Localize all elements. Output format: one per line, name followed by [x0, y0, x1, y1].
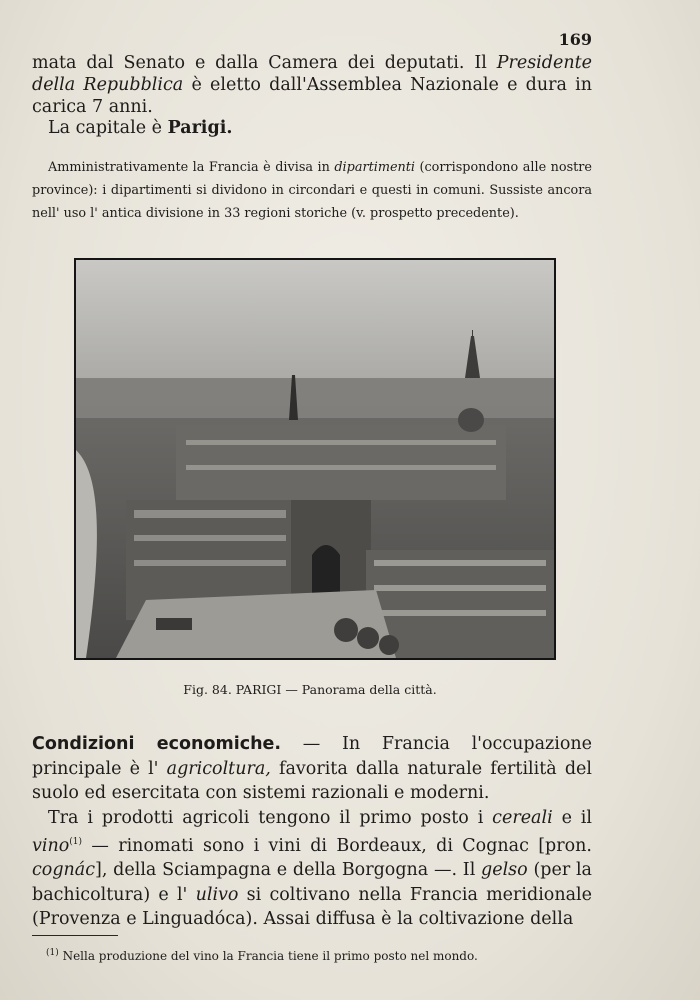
intro-text: mata dal Senato e dalla Camera dei deputati. Il [32, 53, 497, 73]
p2-vino: vino [32, 835, 70, 856]
admin-text-2: (corrispondono alle nostre province): i dipartimenti si dividono in circondari e questi in comuni. Sussiste ancora nell' uso l' antica divisione in 33 regioni storiche (v. prospetto precedente). [32, 160, 592, 221]
p1-text-b: favorita dalla naturale fertilità del suolo ed esercitata con sistemi razionali e moderni. [32, 758, 593, 803]
page-number: 169 [558, 30, 592, 49]
caption-title: PARIGI [235, 682, 282, 697]
caption-rest: — Panorama della città. [281, 682, 437, 697]
footnote-divider [32, 935, 118, 936]
panorama-illustration [76, 260, 554, 658]
p2-text-d: ], della Sciampagna e della Borgogna —. Il [95, 860, 482, 881]
section-title: Condizioni economiche. [32, 734, 282, 754]
footnote-mark: (1) [46, 948, 59, 958]
economic-paragraph-2 [32, 806, 592, 932]
admin-paragraph [32, 156, 592, 225]
p2-text-e: (per la bachicoltura) e l' [32, 860, 592, 905]
p2-cereali: cereali [492, 807, 553, 828]
economic-section [32, 732, 592, 932]
p2-text-f: si coltivano nella Francia meridionale (Provenza e Linguadóca). Assai diffusa è la coltivazione della [32, 884, 592, 930]
intro-paragraph [32, 52, 592, 118]
figure-caption [0, 682, 620, 697]
capital-line [48, 118, 608, 138]
footnote-text: Nella produzione del vino la Francia tiene il primo posto nel mondo. [58, 949, 478, 963]
caption-prefix: Fig. 84. [183, 682, 236, 697]
capital-prefix: La capitale è [48, 118, 168, 138]
admin-italic: dipartimenti [334, 160, 416, 175]
paris-panorama-photo [74, 258, 556, 660]
p1-italic: agricoltura, [166, 758, 271, 779]
intro-tail: è eletto dall'Assemblea Nazionale e dura in carica 7 anni. [32, 75, 592, 117]
footnote [46, 948, 586, 963]
footnote-ref: (1) [69, 837, 83, 847]
intro-italic: Presidente della Repubblica [32, 53, 592, 95]
p2-text-a: Tra i prodotti agricoli tengono il primo posto i [48, 807, 493, 828]
p2-text-b: e il [552, 807, 592, 828]
p1-text-a: — In Francia l'occupazione principale è l' [32, 734, 593, 779]
admin-text-1: Amministrativamente la Francia è divisa in [48, 160, 335, 175]
p2-text-c: — rinomati sono i vini di Bordeaux, di Cognac [pron. [82, 835, 592, 856]
capital-city: Parigi. [167, 118, 233, 138]
economic-paragraph-1 [32, 732, 592, 806]
p2-cognac: cognác [32, 860, 96, 881]
p2-gelso: gelso [481, 860, 528, 881]
p2-ulivo: ulivo [195, 884, 239, 905]
